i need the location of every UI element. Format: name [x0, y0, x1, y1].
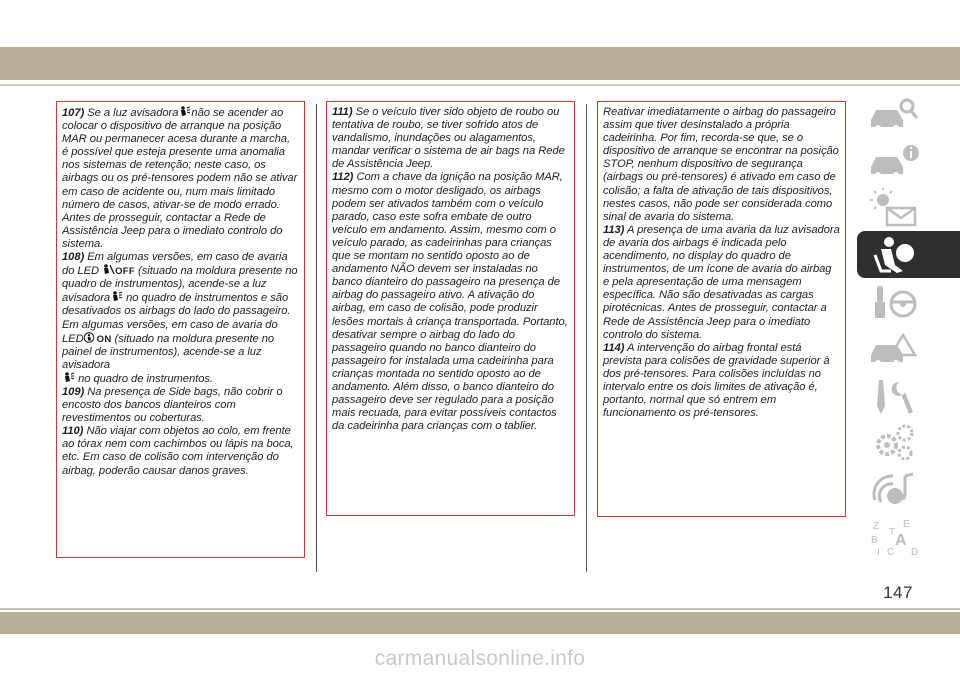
note-number: 108): [62, 251, 85, 264]
note-text: (situado na moldura presente no painel de instrumentos), acende-se a luz avisadora: [62, 332, 275, 371]
airbag-on-icon: [84, 332, 97, 343]
footer-band: [0, 612, 960, 634]
warning-column-1: [56, 101, 305, 558]
media-icon: [867, 470, 921, 510]
tab-media[interactable]: [857, 466, 960, 513]
note-text: não se acender ao colocar o dispositivo de arranque na posição MAR ou permanecer acesa durante a marcha, é possível que esteja presente uma anomalia nos sistemas de retenção; neste caso, os airbags ou os pré-tensores podem não se ativar em caso de acidente ou, num mais limitado número de casos, ativar-se de modo errado. Antes de prosseguir, contactar a Rede de Assistência Jeep para o imediato controlo do sistema.: [62, 107, 298, 250]
note-110: [62, 425, 299, 477]
note-text: Se o veículo tiver sido objeto de roubo ou tentativa de roubo, se tiver sofrido atos de vandalismo, inundações ou alagamentos, mandar verificar o sistema de air bags na Rede de Assistência Jeep.: [332, 106, 565, 171]
note-number: 114): [603, 341, 625, 354]
note-text: Se a luz avisadora: [87, 107, 179, 119]
footer-rule: [0, 608, 960, 610]
note-text: Reativar imediatamente o airbag do passageiro assim que tiver desinstalado a própria cadeirinha. Por fim, recorda-se que, se o dispositivo de arranque se encontrar na posição STOP, nenhum dispositivo de segurança (airbags ou pré-tensores) é ativado em caso de colisão; a falta de ativação de tais dispositivos, nestes casos, não pode ser considerada como sinal de avaria do sistema.: [603, 106, 839, 223]
tab-warning-light[interactable]: [857, 184, 960, 231]
column-divider: [586, 104, 587, 572]
note-112-continued: [603, 106, 840, 224]
note-114: [603, 342, 840, 421]
tab-alphabet-index[interactable]: [857, 513, 960, 560]
note-text: A intervenção do airbag frontal está prevista para colisões de gravidade superior à dos pré-tensores. Para colisões incluídas no intervalo entre os dois limites de ativação é, portanto, normal que só entrem em funcionamento os pré-tensores.: [603, 341, 830, 420]
tab-car-road[interactable]: [857, 325, 960, 372]
index-letter: E: [903, 519, 910, 530]
header-band: [0, 0, 960, 88]
note-number: 109): [62, 385, 85, 398]
airbag-seat-icon: [867, 235, 921, 275]
index-letter: B: [871, 535, 878, 546]
airbag-warning-icon: [62, 372, 75, 383]
tab-car-info[interactable]: [857, 137, 960, 184]
warning-column-2: [326, 101, 575, 516]
index-letter: D: [911, 547, 919, 557]
car-search-icon: [867, 94, 921, 134]
tab-wrench[interactable]: [857, 372, 960, 419]
note-number: 110): [62, 425, 84, 438]
gears-icon: [867, 423, 921, 463]
note-text: (situado na moldura presente no quadro de instrumentos), acende-se a luz avisadora: [62, 265, 298, 305]
note-109: [62, 386, 299, 425]
note-108: [62, 251, 299, 386]
warning-column-3: [597, 101, 846, 517]
index-letter: Z: [873, 521, 880, 532]
alphabet-index-icon: [867, 517, 921, 557]
header-stripe: [0, 47, 960, 80]
tools-wheel-icon: [867, 282, 921, 322]
tab-airbag-seat[interactable]: [857, 231, 960, 278]
note-number: 107): [62, 107, 85, 119]
led-on-label: ON: [96, 333, 112, 345]
led-off-label: OFF: [115, 266, 135, 278]
wrench-icon: [867, 376, 921, 416]
tab-tools-wheel[interactable]: [857, 278, 960, 325]
car-info-icon: [867, 141, 921, 181]
tab-car-search[interactable]: [857, 90, 960, 137]
tab-gears[interactable]: [857, 419, 960, 466]
note-text: Não viajar com objetos ao colo, em frente ao tórax nem com cachimbos ou lápis na boca, etc. Em caso de colisão com intervenção do airbag, poderão causar danos graves.: [62, 425, 294, 477]
note-text: no quadro de instrumentos e são desativados os airbags do lado do passageiro. Em algumas versões, em caso de avaria do LED: [62, 292, 291, 345]
airbag-off-icon: [102, 264, 115, 275]
index-letter: A: [895, 532, 907, 549]
note-number: 113): [603, 223, 625, 236]
note-113: [603, 224, 840, 342]
note-number: 112): [332, 171, 354, 184]
warning-light-icon: [867, 188, 921, 228]
airbag-warning-icon: [110, 291, 123, 302]
car-road-icon: [867, 329, 921, 369]
page-number: 147: [883, 583, 913, 602]
note-number: 111): [332, 106, 353, 118]
note-text: Na presença de Side bags, não cobrir o encosto dos bancos dianteiros com revestimentos ou coberturas.: [62, 385, 283, 425]
note-text: A presença de uma avaria da luz avisadora de avaria dos airbags é indicada pelo acendimento, no display do quadro de instrumentos, de um ícone de avaria do airbag e pela apresentação de uma mensagem específica. Não são desativadas as cargas pirotécnicas. Antes de prosseguir, contactar a Rede de Assistência Jeep para o imediato controlo do sistema.: [603, 223, 840, 341]
index-letter: I: [877, 547, 880, 557]
note-text: no quadro de instrumentos.: [78, 372, 213, 385]
header-rule: [0, 84, 960, 86]
index-letter: T: [889, 527, 896, 538]
note-112: [332, 171, 569, 433]
note-111: [332, 106, 569, 171]
watermark: carmanualsonline.info: [374, 647, 586, 670]
column-divider: [316, 104, 317, 572]
note-107: [62, 106, 299, 251]
airbag-warning-icon: [178, 106, 191, 117]
index-letter: C: [887, 547, 895, 557]
note-text: Em algumas versões, em caso de avaria do LED: [62, 251, 288, 278]
note-text: Com a chave da ignição na posição MAR, mesmo com o motor desligado, os airbags podem ser ativados também com o veículo parado, caso este sofra embate de outro veículo em andamento. Assim, mesmo com o veículo parado, as cadeirinhas para crianças que se montam no sentido oposto ao de andamento NÃO devem ser instaladas no banco dianteiro do passageiro na presença de airbag do passageiro ativo. A ativação do airbag, em caso de colisão, pode produzir lesões mortais à criança transportada. Portanto, desativar sempre o airbag do lado do passageiro quando no banco dianteiro do passageiro for instalada uma cadeirinha para crianças montada no sentido oposto ao de andamento. Além disso, o banco dianteiro do passageiro deve ser regulado para a posição mais recuada, para evitar possíveis contactos da cadeirinha para crianças com o tablier.: [332, 171, 568, 433]
